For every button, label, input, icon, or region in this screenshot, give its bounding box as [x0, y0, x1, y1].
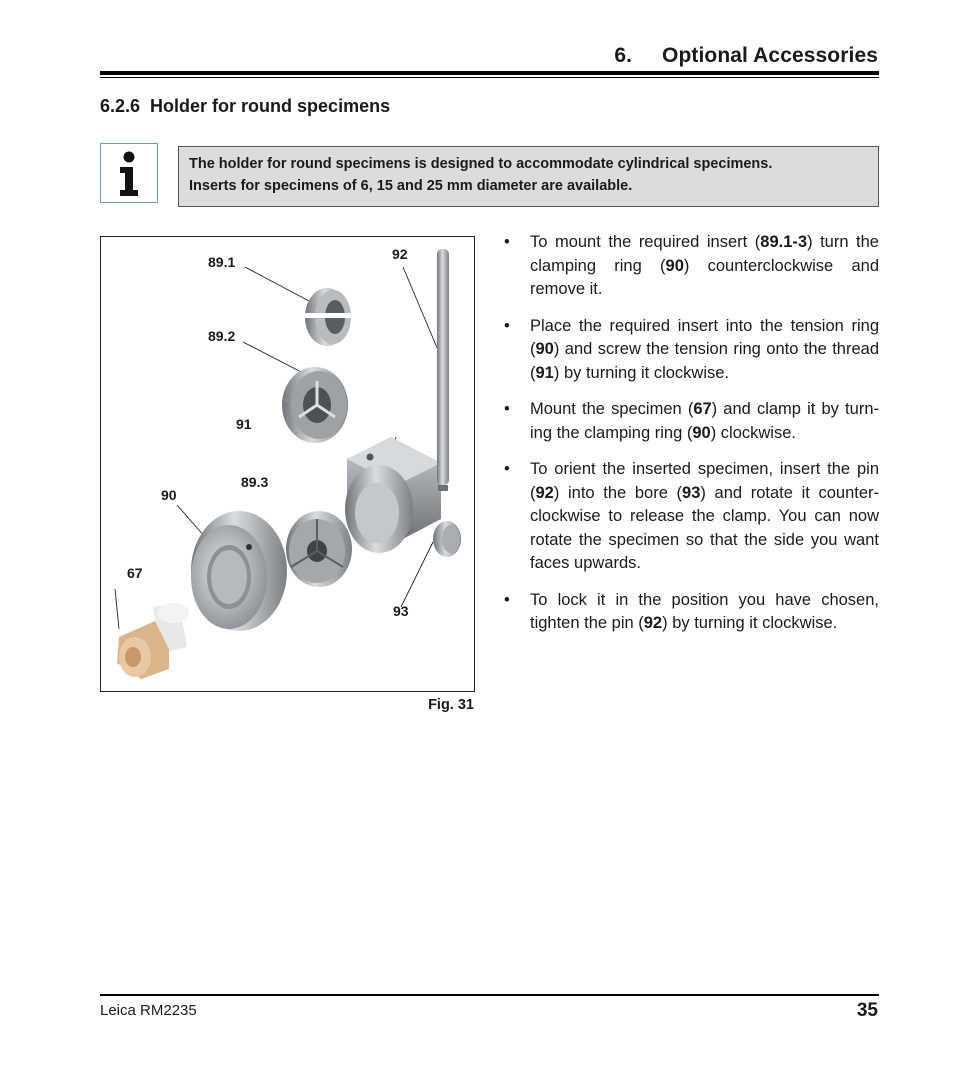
chapter-number: 6. — [614, 44, 633, 67]
callout-89-3: 89.3 — [241, 474, 269, 490]
figure-31 — [100, 236, 475, 692]
holder-exploded-view-illustration — [101, 237, 474, 691]
instruction-item: • Place the required insert into the tension ring (90) and screw the tension ring onto the thread (91) by turning it clockwise. — [504, 315, 879, 386]
insert-89-1 — [305, 288, 353, 346]
instruction-item: • To lock it in the position you have chosen, tighten the pin (92) by turning it clockwise. — [504, 589, 879, 636]
callout-91: 91 — [236, 416, 252, 432]
instruction-item: • To orient the inserted specimen, insert the pin (92) into the bore (93) and rotate it counter-clockwise to release the clamp. You can now rotate the specimen so that the side you want faces upwards. — [504, 458, 879, 576]
specimen-67 — [117, 603, 189, 679]
callout-89-2: 89.2 — [208, 328, 236, 344]
instruction-item: • Mount the specimen (67) and clamp it by turn-ing the clamping ring (90) clockwise. — [504, 398, 879, 445]
section-number: 6.2.6 — [100, 96, 141, 116]
insert-89-3 — [286, 511, 352, 587]
info-note — [178, 146, 879, 207]
footer-product: Leica RM2235 — [100, 1002, 197, 1019]
chapter-title — [614, 44, 878, 68]
callout-67: 67 — [127, 565, 143, 581]
callout-90: 90 — [161, 487, 177, 503]
info-icon — [100, 143, 158, 203]
callout-89-1: 89.1 — [208, 254, 236, 270]
instruction-item: • To mount the required insert (89.1-3) turn the clamping ring (90) counterclockwise and remove it. — [504, 231, 879, 302]
callout-93: 93 — [393, 603, 409, 619]
footer-rule — [100, 994, 879, 996]
chapter-title-text: Optional Accessories — [662, 44, 878, 67]
info-note-line-1: The holder for round specimens is designed to accommodate cylindrical specimens. — [189, 156, 773, 172]
header-rule — [100, 71, 879, 75]
figure-caption: Fig. 31 — [428, 697, 474, 713]
info-note-line-2: Inserts for specimens of 6, 15 and 25 mm diameter are available. — [189, 178, 633, 194]
section-title-text: Holder for round specimens — [150, 96, 391, 116]
callout-92: 92 — [392, 246, 408, 262]
page-number: 35 — [856, 1000, 878, 1021]
clamping-ring-90 — [191, 511, 287, 631]
insert-89-2 — [282, 367, 348, 443]
bore-93 — [433, 521, 461, 557]
holder-body-91 — [345, 437, 441, 553]
section-title — [100, 96, 390, 117]
instruction-list — [504, 231, 879, 649]
pin-92 — [437, 249, 449, 491]
header-rule-thin — [100, 77, 879, 78]
